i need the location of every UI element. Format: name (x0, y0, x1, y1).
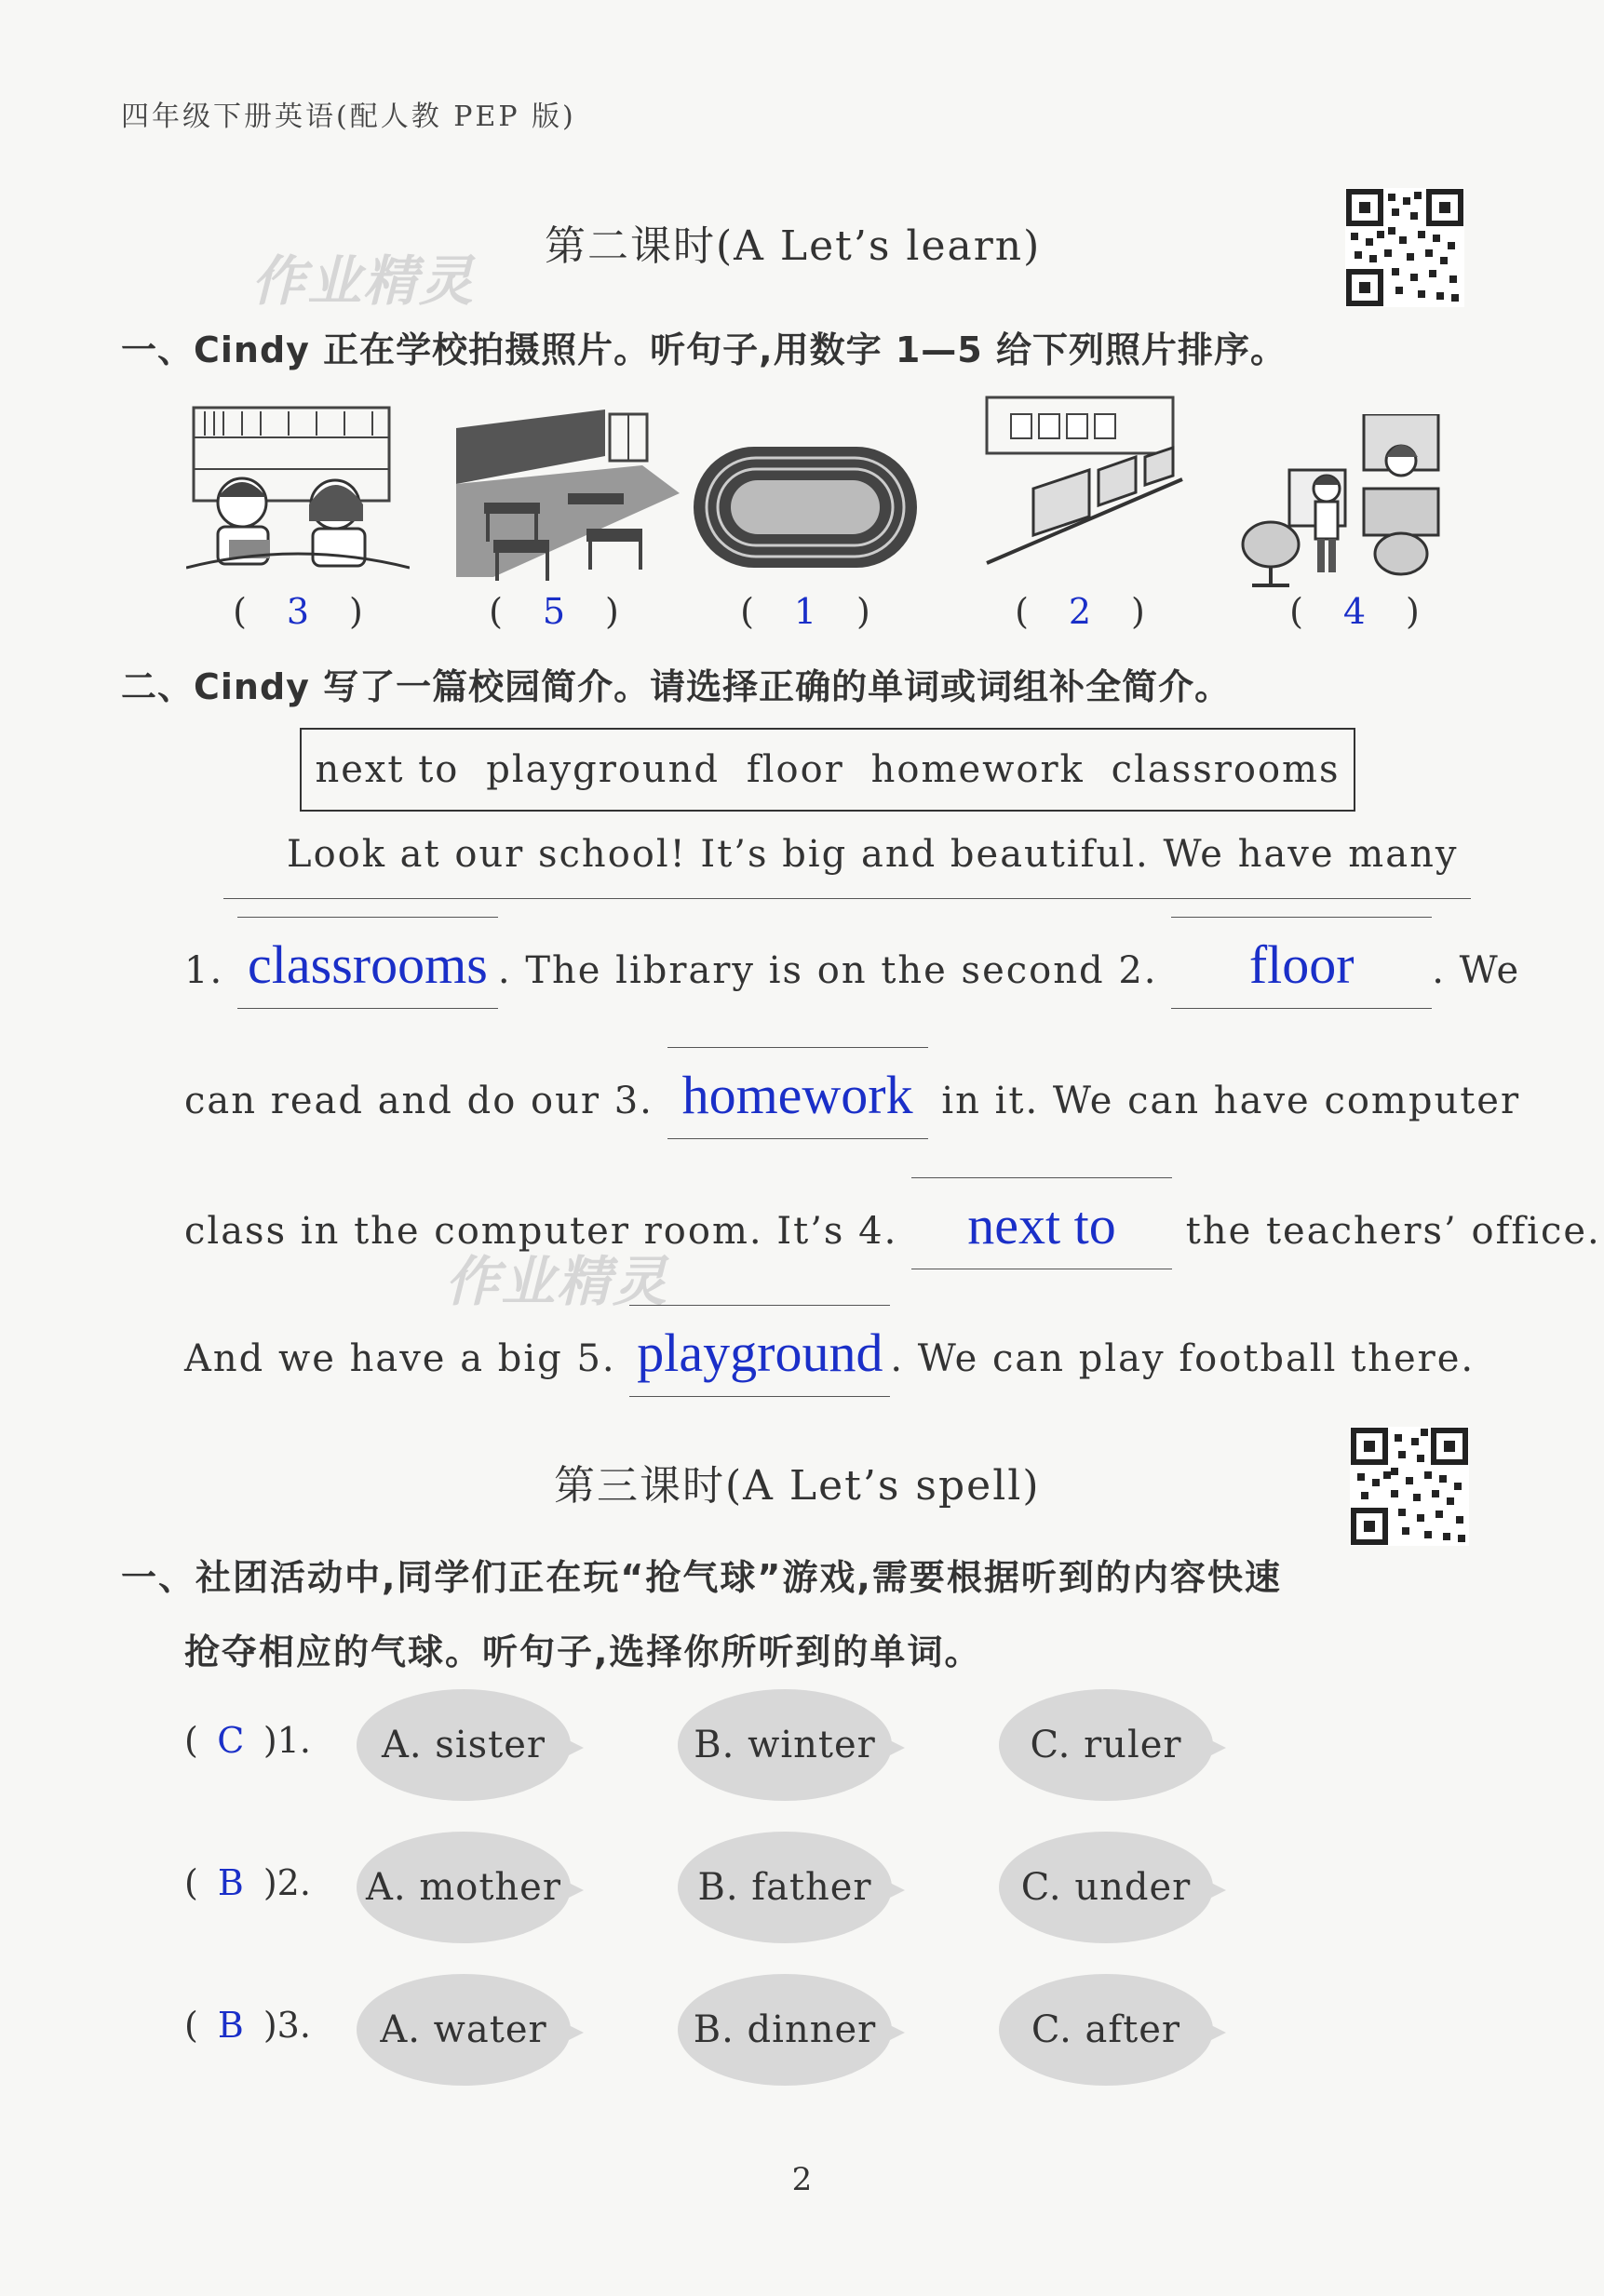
balloon-option-a[interactable]: A. sister (357, 1689, 571, 1801)
lesson-2-title: 第二课时(A Let’s learn) (545, 222, 1042, 270)
playground-track-picture (694, 419, 917, 596)
passage-line-2-middle: . The library is on the second 2. (497, 949, 1158, 992)
balloon-option-b[interactable]: B. father (678, 1832, 892, 1943)
blank-1[interactable]: classrooms (237, 933, 498, 996)
qr-code-icon[interactable] (1345, 188, 1464, 307)
passage-line-3 (184, 1064, 1520, 1126)
blank-2[interactable]: floor (1171, 933, 1432, 996)
blank-4[interactable]: next to (911, 1194, 1172, 1256)
passage-line-3-end: in it. We can have computer (941, 1080, 1521, 1122)
balloon-option-c[interactable]: C. ruler (999, 1689, 1213, 1801)
word-bank-item: homework (870, 748, 1085, 791)
watermark-logo: 作业精灵 (251, 249, 476, 313)
picture-2-answer[interactable]: ( 5 ) (489, 591, 619, 632)
teachers-office-picture (1233, 414, 1457, 591)
balloon-option-c[interactable]: C. after (999, 1974, 1213, 2086)
watermark-logo: 作业精灵 (445, 1250, 669, 1313)
passage-divider (223, 898, 1471, 899)
passage-line-5 (184, 1322, 1475, 1384)
blank-3[interactable]: homework (667, 1064, 928, 1126)
lesson-2-question-1-heading: 一、Cindy 正在学校拍摄照片。听句子,用数字 1—5 给下列照片排序。 (121, 329, 1287, 370)
balloon-option-b[interactable]: B. winter (678, 1689, 892, 1801)
qr-code-icon[interactable] (1350, 1427, 1469, 1546)
picture-3-answer[interactable]: ( 1 ) (740, 591, 870, 632)
blank-5[interactable]: playground (629, 1322, 890, 1384)
balloon-option-c[interactable]: C. under (999, 1832, 1213, 1943)
passage-line-2-start: 1. (184, 949, 224, 992)
lesson-3-title: 第三课时(A Let’s spell) (554, 1462, 1041, 1510)
passage-line-5-start: And we have a big 5. (184, 1337, 616, 1380)
balloon-option-a[interactable]: A. mother (357, 1832, 571, 1943)
passage-line-1: Look at our school! It’s big and beautiful. We have many (287, 833, 1459, 876)
item-3-answer[interactable]: ( B )3. (184, 2005, 311, 2046)
word-bank-box (300, 728, 1355, 812)
balloon-option-b[interactable]: B. dinner (678, 1974, 892, 2086)
passage-line-3-start: can read and do our 3. (184, 1080, 654, 1122)
classroom-desks-picture (456, 410, 680, 586)
balloon-option-a[interactable]: A. water (357, 1974, 571, 2086)
item-1-answer[interactable]: ( C )1. (184, 1720, 311, 1761)
lesson-3-question-1-heading-line-1: 一、社团活动中,同学们正在玩“抢气球”游戏,需要根据听到的内容快速 (121, 1557, 1282, 1598)
word-bank-item: floor (746, 748, 844, 791)
page-header: 四年级下册英语(配人教 PEP 版) (121, 101, 576, 133)
picture-5-answer[interactable]: ( 4 ) (1289, 591, 1420, 632)
passage-line-4 (184, 1194, 1601, 1256)
passage-line-2 (184, 933, 1520, 996)
word-bank-item: next to (315, 748, 460, 791)
page-number: 2 (791, 2161, 813, 2198)
lesson-2-question-2-heading: 二、Cindy 写了一篇校园简介。请选择正确的单词或词组补全简介。 (121, 666, 1232, 707)
passage-line-4-start: class in the computer room. It’s 4. (184, 1210, 898, 1253)
passage-line-2-end: . We (1432, 949, 1521, 992)
passage-line-5-end: . We can play football there. (890, 1337, 1476, 1380)
passage-line-4-end: the teachers’ office. (1185, 1210, 1601, 1253)
word-bank-item: playground (486, 748, 721, 791)
computer-room-picture (968, 396, 1192, 572)
picture-4-answer[interactable]: ( 2 ) (1015, 591, 1145, 632)
library-reading-picture (186, 400, 410, 577)
lesson-3-question-1-heading-line-2: 抢夺相应的气球。听句子,选择你所听到的单词。 (184, 1631, 982, 1672)
item-2-answer[interactable]: ( B )2. (184, 1862, 311, 1903)
picture-1-answer[interactable]: ( 3 ) (233, 591, 363, 632)
word-bank-item: classrooms (1111, 748, 1341, 791)
